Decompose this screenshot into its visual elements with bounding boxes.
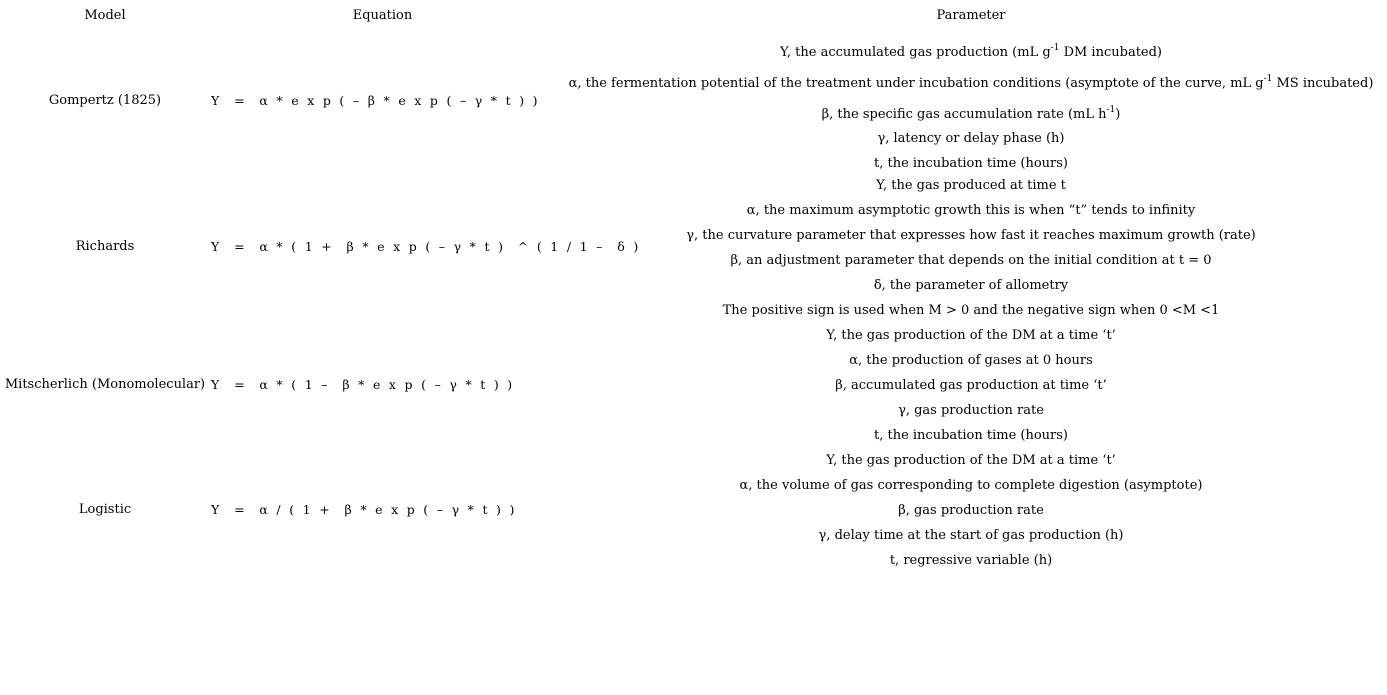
parameter-line: β, the specific gas accumulation rate (mL $h^{-1}$) xyxy=(821,105,1121,122)
parameter-list xyxy=(555,448,1387,573)
parameter-line: γ, delay time at the start of gas production (h) xyxy=(818,528,1124,543)
row-richards xyxy=(0,173,1387,323)
equation: Y = α / ( 1 + β * e x p ( – γ * t ) ) xyxy=(211,502,517,517)
row-mitscherlich xyxy=(0,323,1387,448)
header-parameter: Parameter xyxy=(936,8,1006,23)
parameter-line: β, accumulated gas production at time ‘t’ xyxy=(835,378,1107,393)
table-header xyxy=(0,8,1387,28)
parameter-line: α, the fermentation potential of the treatment under incubation conditions (asymptote of the curve, mL $g^{-1}$ MS incubated) xyxy=(568,74,1374,91)
model-name: Mitscherlich (Monomolecular) xyxy=(4,377,206,392)
parameter-line: t, the incubation time (hours) xyxy=(873,428,1069,443)
parameter-line: Y, the gas produced at time t xyxy=(876,178,1066,193)
parameter-line: The positive sign is used when M > 0 and the negative sign when 0 <M <1 xyxy=(722,303,1220,318)
parameter-line: t, the incubation time (hours) xyxy=(873,156,1069,171)
parameter-line: γ, the curvature parameter that expresses how fast it reaches maximum growth (rate) xyxy=(686,228,1256,243)
parameter-line: γ, gas production rate xyxy=(898,403,1044,418)
parameter-line: Y, the accumulated gas production (mL $g^{-1}$ DM incubated) xyxy=(779,43,1163,60)
parameter-line: α, the volume of gas corresponding to complete digestion (asymptote) xyxy=(739,478,1203,493)
row-gompertz xyxy=(0,33,1387,170)
parameter-line: β, gas production rate xyxy=(898,503,1044,518)
header-model: Model xyxy=(84,8,126,23)
parameter-line: δ, the parameter of allometry xyxy=(873,278,1069,293)
equation: Y = α * e x p ( – β * e x p ( – γ * t ) ) xyxy=(211,93,540,108)
parameter-line: Y, the gas production of the DM at a time ‘t’ xyxy=(826,328,1116,343)
parameter-list xyxy=(555,323,1387,448)
parameter-list xyxy=(555,173,1387,323)
model-name: Gompertz (1825) xyxy=(48,93,162,108)
header-equation: Equation xyxy=(352,8,413,23)
row-logistic xyxy=(0,448,1387,573)
equation: Y = α * ( 1 + β * e x p ( – γ * t ) ^ ( 1 / 1 – δ ) xyxy=(211,239,641,254)
equation: Y = α * ( 1 – β * e x p ( – γ * t ) ) xyxy=(211,377,515,392)
parameter-line: t, regressive variable (h) xyxy=(889,553,1053,568)
parameter-line: γ, latency or delay phase (h) xyxy=(877,131,1065,146)
model-name: Richards xyxy=(75,239,135,254)
parameter-line: Y, the gas production of the DM at a time ‘t’ xyxy=(826,453,1116,468)
model-name: Logistic xyxy=(78,502,132,517)
parameter-line: α, the production of gases at 0 hours xyxy=(849,353,1093,368)
parameter-list xyxy=(555,33,1387,176)
parameter-line: β, an adjustment parameter that depends on the initial condition at t = 0 xyxy=(730,253,1212,268)
parameter-line: α, the maximum asymptotic growth this is when “t” tends to infinity xyxy=(746,203,1196,218)
